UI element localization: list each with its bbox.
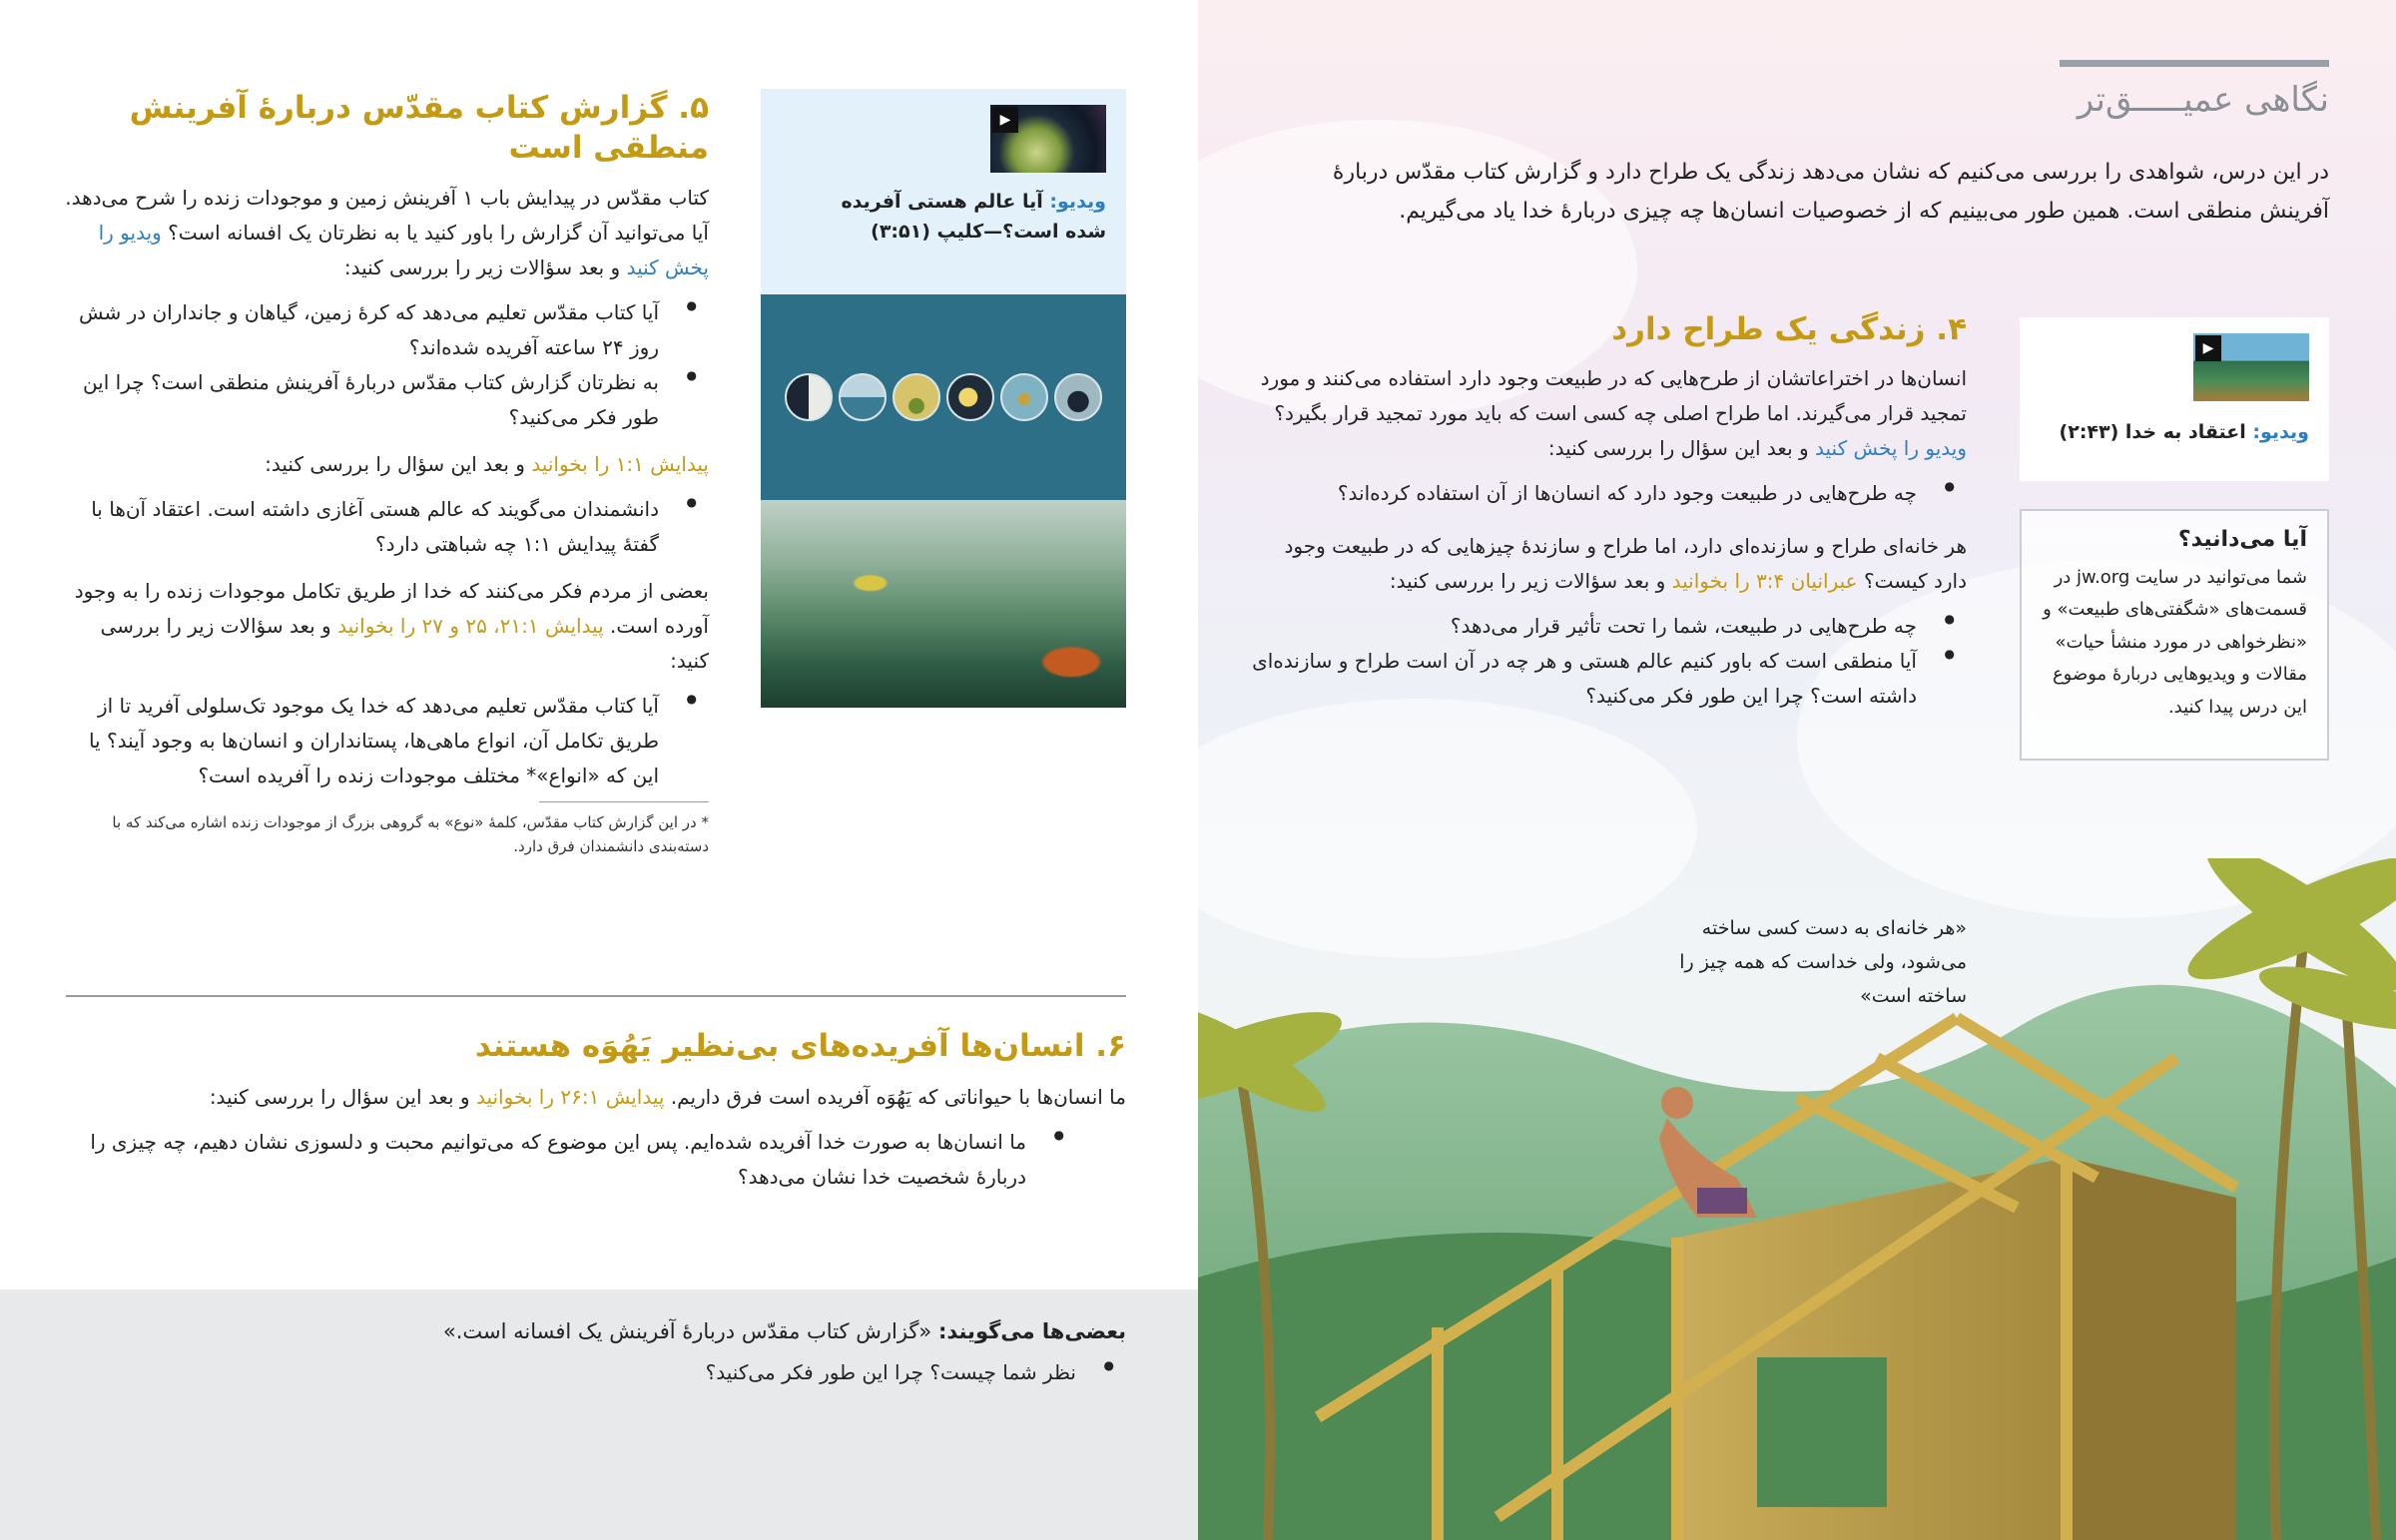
play-icon[interactable]: ▶ (2195, 335, 2221, 361)
section-5-questions-3 (60, 689, 709, 793)
list-item: ● آیا کتاب مقدّس تعلیم می‌دهد که کرهٔ زمین، گیاهان و جانداران در شش روز ۲۴ ساعته آفریده شده‌اند؟ (60, 295, 709, 365)
footnote-divider (539, 801, 709, 802)
list-item: ● چه طرح‌هایی در طبیعت، شما را تحت تأثیر قرار می‌دهد؟ (1248, 609, 1967, 644)
creation-day-icon (1054, 373, 1102, 421)
video-thumbnail-house[interactable] (2193, 333, 2309, 401)
house-building-illustration (1198, 858, 2396, 1540)
did-you-know-body: شما می‌توانید در سایت jw.org در قسمت‌های «شگفتی‌های طبیعت» و «نظرخواهی در مورد منشأ حیات» مقالات و ویدیوهایی دربارهٔ موضوع این درس پیدا کنید. (2043, 567, 2307, 718)
section-4-paragraph-1: انسان‌ها در اختراعاتشان از طرح‌هایی که در طبیعت وجود دارد استفاده می‌کنند و مورد تمجید قرار می‌گیرند. اما طراح اصلی چه کسی است که باید مورد تمجید قرار بگیرد؟ ویدیو را پخش کنید و بعد این سؤال را بررسی کنید: (1260, 366, 1967, 461)
section-4-title: ۴. زندگی یک طراح دارد (1611, 311, 1967, 347)
read-genesis-1-1-link[interactable]: پیدایش ۱:۱ را بخوانید (531, 451, 709, 476)
video-caption: ویدیو: آیا عالم هستی آفریده شده است؟—کلیپ (۳:۵۱) (841, 191, 1106, 244)
header-bar (2060, 60, 2329, 67)
list-item: ● دانشمندان می‌گویند که عالم هستی آغازی داشته است. اعتقاد آن‌ها با گفتهٔ پیدایش ۱:۱ چه شباهتی دارد؟ (60, 492, 709, 562)
section-5-paragraph-2: پیدایش ۱:۱ را بخوانید و بعد این سؤال را بررسی کنید: (265, 451, 709, 476)
play-video-link[interactable]: ویدیو را پخش کنید (1815, 436, 1967, 461)
creation-day-icon (1000, 373, 1048, 421)
play-video-link[interactable]: ویدیو را پخش کنید (98, 220, 709, 279)
page-header: نگاهی عمیـــــق‌تر (2077, 80, 2329, 120)
section-4-questions-2 (1248, 609, 1967, 714)
section-5-paragraph-3: بعضی از مردم فکر می‌کنند که خدا از طریق تکامل موجودات زنده را به وجود آورده است. پیدایش ۱:‏۲۱، ۲۵ و ۲۷ را بخوانید و بعد سؤالات زیر را بررسی کنید: (74, 578, 709, 673)
list-item: ● آیا منطقی است که باور کنیم عالم هستی و هر چه در آن است طراح و سازنده‌ای داشته است؟ چرا این طور فکر می‌کنید؟ (1248, 644, 1967, 714)
section-5 (60, 88, 709, 859)
section-5-paragraph-1: کتاب مقدّس در پیدایش باب ۱ آفرینش زمین و موجودات زنده را شرح می‌دهد. آیا می‌توانید آن گزارش را باور کنید یا به نظرتان یک افسانه است؟ ویدیو را پخش کنید و بعد سؤالات زیر را بررسی کنید: (65, 185, 709, 279)
creation-day-icon (893, 373, 940, 421)
list-item: ● به نظرتان گزارش کتاب مقدّس دربارهٔ آفرینش منطقی است؟ چرا این طور فکر می‌کنید؟ (60, 365, 709, 435)
section-divider (66, 995, 1126, 997)
some-say-panel (0, 1289, 1198, 1540)
list-item: ● چه طرح‌هایی در طبیعت وجود دارد که انسان‌ها از آن استفاده کرده‌اند؟ (1248, 476, 1967, 511)
list-item: ● ما انسان‌ها به صورت خدا آفریده شده‌ایم. پس این موضوع که می‌توانیم محبت و دلسوزی نشان دهیم، چه چیزی را دربارهٔ شخصیت خدا نشان می‌دهد؟ (68, 1125, 1076, 1195)
section-5-questions-2 (60, 492, 709, 562)
media-column (761, 89, 1126, 708)
read-genesis-1-21-link[interactable]: پیدایش ۱:‏۲۱، ۲۵ و ۲۷ را بخوانید (337, 613, 604, 638)
section-6-title: ۶. انسان‌ها آفریده‌های بی‌نظیر یَهُوَه هستند (474, 1028, 1126, 1064)
video-caption: ویدیو: اعتقاد به خدا (۲:۴۳) (2059, 421, 2309, 443)
section-4-questions-1 (1248, 476, 1967, 511)
video-thumbnail-earth[interactable] (990, 105, 1106, 173)
play-icon[interactable]: ▶ (992, 107, 1018, 133)
intro-paragraph: در این درس، شواهدی را بررسی می‌کنیم که نشان می‌دهد زندگی یک طراح دارد و گزارش کتاب مقدّس دربارهٔ آفرینش منطقی است. همین طور می‌بینیم که از خصوصیات انسان‌ها چه چیزی دربارهٔ خدا یاد می‌گیریم. (1332, 160, 2329, 224)
video-box-belief[interactable] (2020, 317, 2329, 481)
section-6 (68, 1026, 1126, 1195)
illustration-svg (1198, 858, 2396, 1540)
creation-day-icon (946, 373, 994, 421)
video-box-universe[interactable] (761, 89, 1126, 294)
section-6-paragraph: ما انسان‌ها با حیواناتی که یَهُوَه آفریده است فرق داریم. پیدایش ۱:‏۲۶ را بخوانید و بعد این سؤال را بررسی کنید: (209, 1085, 1126, 1110)
read-genesis-1-26-link[interactable]: پیدایش ۱:‏۲۶ را بخوانید (475, 1085, 665, 1110)
creation-day-icon (785, 373, 833, 421)
section-4-paragraph-2: هر خانه‌ای طراح و سازنده‌ای دارد، اما طراح و سازندهٔ چیزهایی که در طبیعت وجود دارد کیست؟ عبرانیان ۳:۴ را بخوانید و بعد سؤالات زیر را بررسی کنید: (1284, 534, 1967, 594)
section-5-title: ۵. گزارش کتاب مقدّس دربارهٔ آفرینش منطقی است (129, 90, 709, 167)
some-say-statement: بعضی‌ها می‌گویند: «گزارش کتاب مقدّس دربارهٔ آفرینش یک افسانه است.» (442, 1319, 1126, 1343)
creation-days-illustration (761, 294, 1126, 500)
list-item: ● نظر شما چیست؟ چرا این طور فکر می‌کنید؟ (70, 1355, 1126, 1390)
read-hebrews-3-4-link[interactable]: عبرانیان ۳:۴ را بخوانید (1671, 569, 1858, 594)
list-item: ● آیا کتاب مقدّس تعلیم می‌دهد که خدا یک موجود تک‌سلولی آفرید تا از طریق تکامل آن، انواع ماهی‌ها، پستانداران و انسان‌ها به وجود آیند؟ یا این که «انواع»* مختلف موجودات زنده را آفریده است؟ (60, 689, 709, 793)
did-you-know-title: آیا می‌دانید؟ (2177, 527, 2307, 552)
creation-landscape-illustration (761, 500, 1126, 708)
scripture-quote: «هر خانه‌ای به دست کسی ساخته می‌شود، ولی خداست که همه چیز را ساخته است» (1679, 917, 1967, 1008)
section-5-questions-1 (60, 295, 709, 435)
right-page (1198, 0, 2396, 1540)
section-4 (1248, 309, 1967, 732)
footnote: * در این گزارش کتاب مقدّس، کلمهٔ «نوع» به گروهی بزرگ از موجودات زنده اشاره می‌کند که با دسته‌بندی دانشمندان فرق دارد. (112, 812, 709, 856)
creation-day-icon (839, 373, 887, 421)
section-6-questions (68, 1125, 1126, 1195)
some-say-questions (70, 1355, 1126, 1390)
did-you-know-box (2020, 509, 2329, 761)
